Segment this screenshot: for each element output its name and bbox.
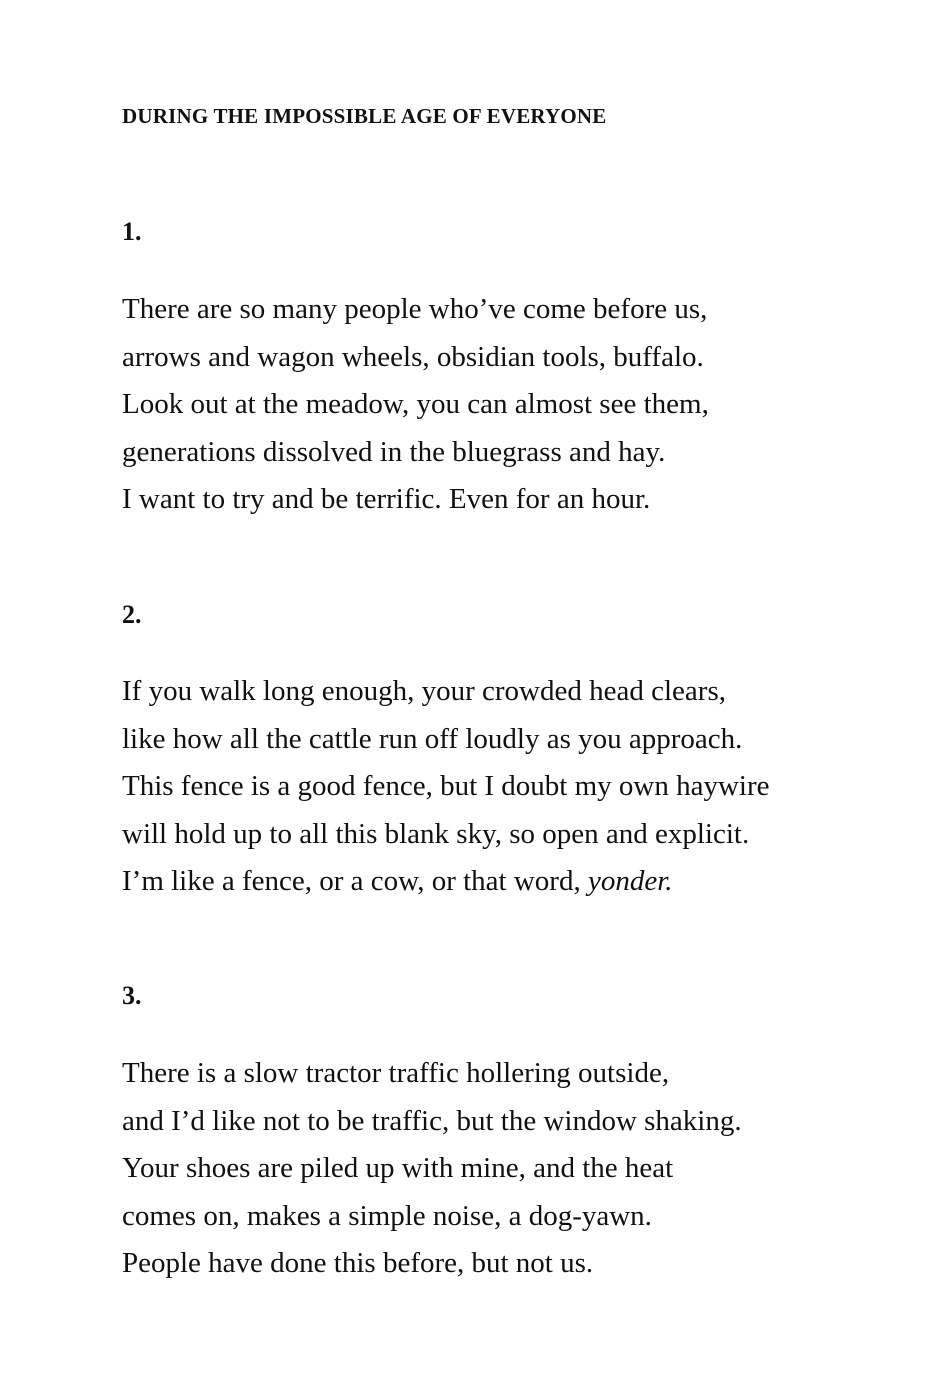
poem-line: generations dissolved in the bluegrass and hay. [122, 435, 666, 468]
poem-line: like how all the cattle run off loudly as you approach. [122, 722, 743, 755]
stanza [122, 1050, 742, 1288]
section-number: 1. [122, 217, 142, 246]
poem-line: People have done this before, but not us. [122, 1247, 594, 1279]
poem-line: will hold up to all this blank sky, so open and explicit. [122, 817, 750, 850]
poem-line: There is a slow tractor traffic hollering outside, [122, 1057, 670, 1089]
stanza [122, 668, 770, 906]
poem-title: DURING THE IMPOSSIBLE AGE OF EVERYONE [122, 104, 607, 128]
stanza [122, 286, 709, 524]
section-number: 2. [122, 600, 142, 629]
poem-line-with-italic [122, 858, 770, 906]
line-text: I’m like a fence, or a cow, or that word, [122, 865, 588, 897]
poem-line: Look out at the meadow, you can almost see them, [122, 388, 709, 420]
poem-line: Your shoes are piled up with mine, and the heat [122, 1152, 674, 1184]
poem-line: arrows and wagon wheels, obsidian tools, buffalo. [122, 340, 704, 373]
poem-line: If you walk long enough, your crowded head clears, [122, 675, 726, 707]
poem-line: and I’d like not to be traffic, but the window shaking. [122, 1104, 742, 1137]
poem-line: This fence is a good fence, but I doubt my own haywire [122, 770, 770, 802]
poem-line: I want to try and be terrific. Even for an hour. [122, 483, 651, 515]
section-number: 3. [122, 981, 142, 1010]
poem-line: comes on, makes a simple noise, a dog-yawn. [122, 1199, 652, 1232]
italic-word: yonder. [587, 865, 673, 897]
poem-line: There are so many people who’ve come before us, [122, 293, 708, 325]
